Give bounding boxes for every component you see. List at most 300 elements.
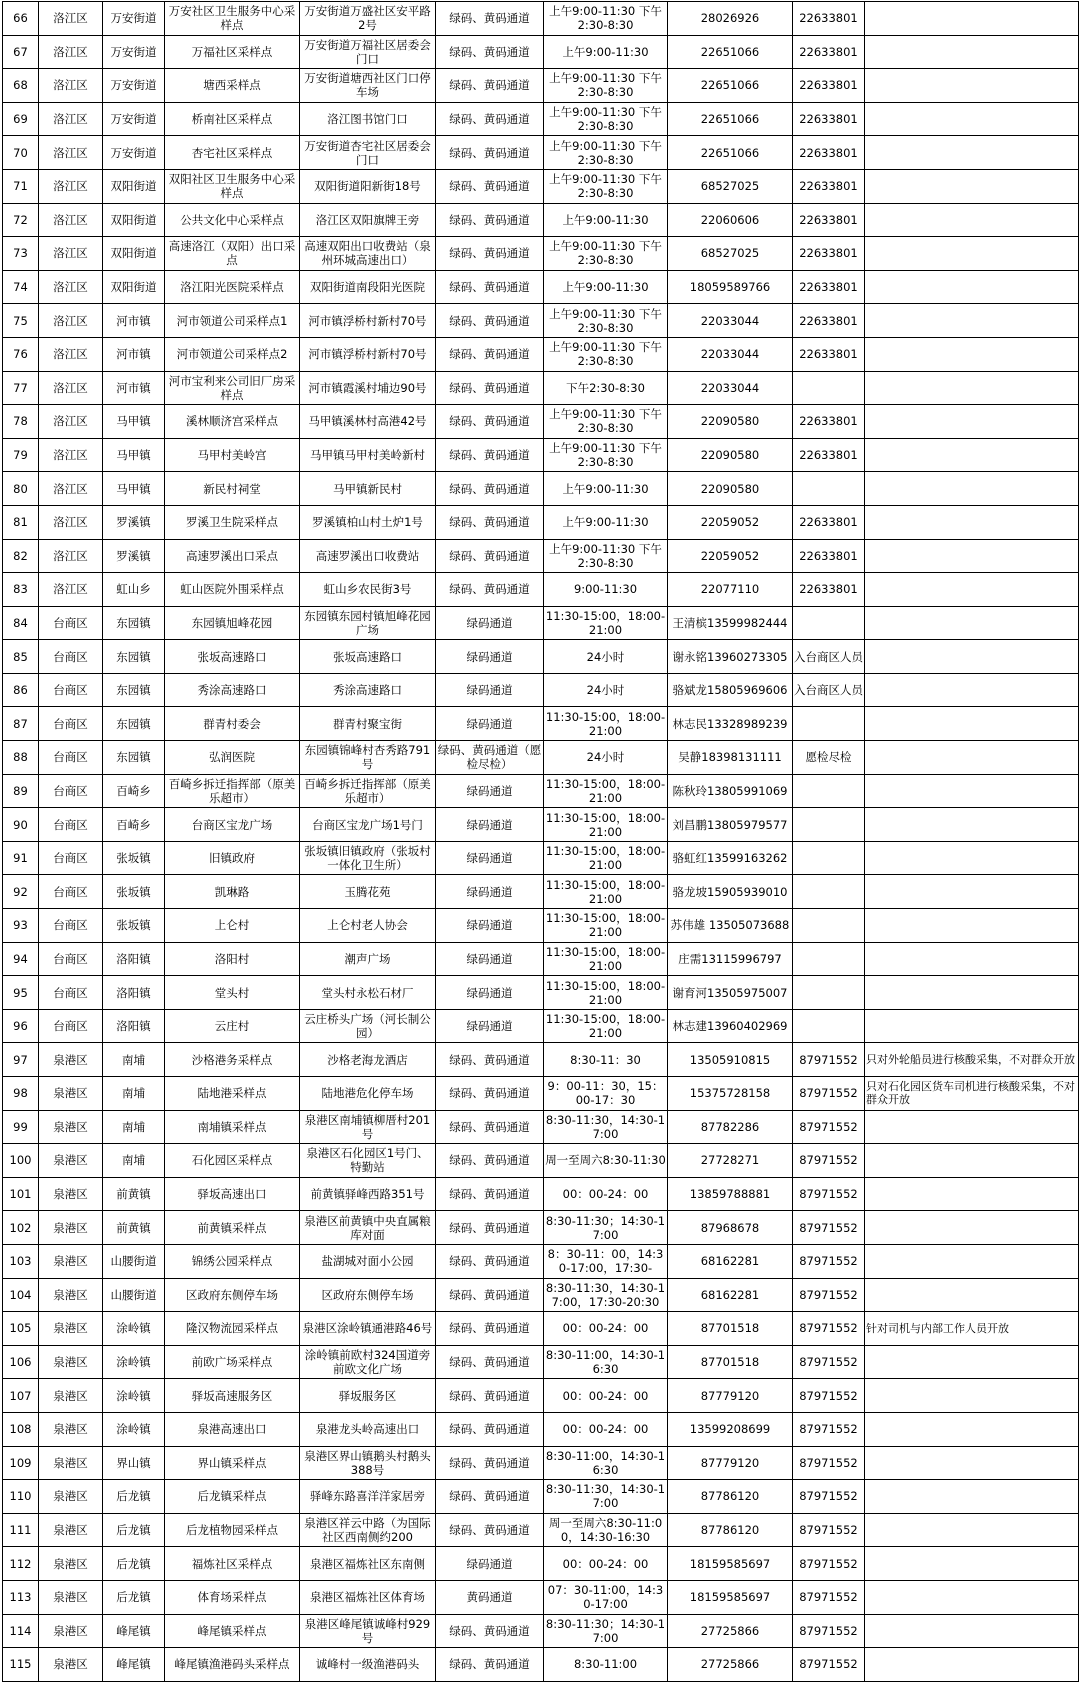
- site-name-cell: 高速洛江（双阳）出口采点: [165, 237, 300, 271]
- town-cell: 东园镇: [103, 640, 165, 674]
- phone-cell: 15375728158: [668, 1077, 793, 1111]
- hotline-cell: 87971552: [793, 1312, 865, 1346]
- channel-cell: 绿码、黄码通道: [436, 1077, 544, 1111]
- row-number-cell: 88: [3, 741, 39, 775]
- hotline-cell: 愿检尽检: [793, 741, 865, 775]
- table-row: [3, 1446, 1079, 1480]
- table-row: [3, 1312, 1079, 1346]
- hours-cell: 上午9:00-11:30 下午2:30-8:30: [544, 136, 668, 170]
- table-row: [3, 1077, 1079, 1111]
- phone-cell: 吴静18398131111: [668, 741, 793, 775]
- town-cell: 张坂镇: [103, 909, 165, 943]
- phone-cell: 87786120: [668, 1480, 793, 1514]
- address-cell: 泉港龙头岭高速出口: [300, 1412, 436, 1446]
- hours-cell: 上午9:00-11:30: [544, 505, 668, 539]
- note-cell: [865, 1244, 1079, 1278]
- address-cell: 高速双阳出口收费站（泉州环城高速出口）: [300, 237, 436, 271]
- hotline-cell: 87971552: [793, 1043, 865, 1077]
- hotline-cell: 87971552: [793, 1580, 865, 1614]
- town-cell: 罗溪镇: [103, 539, 165, 573]
- site-name-cell: 泉港高速出口: [165, 1412, 300, 1446]
- note-cell: [865, 1144, 1079, 1178]
- hours-cell: 11:30-15:00，18:00-21:00: [544, 606, 668, 640]
- row-number-cell: 66: [3, 2, 39, 36]
- hotline-cell: [793, 909, 865, 943]
- hours-cell: 上午9:00-11:30 下午2:30-8:30: [544, 169, 668, 203]
- hours-cell: 8:30-11:30，14:30-17:00，17:30-20:30: [544, 1278, 668, 1312]
- town-cell: 涂岭镇: [103, 1379, 165, 1413]
- channel-cell: 绿码通道: [436, 774, 544, 808]
- district-cell: 洛江区: [39, 304, 103, 338]
- phone-cell: 87701518: [668, 1312, 793, 1346]
- address-cell: 玉腾花苑: [300, 875, 436, 909]
- district-cell: 洛江区: [39, 270, 103, 304]
- town-cell: 罗溪镇: [103, 505, 165, 539]
- site-name-cell: 弘润医院: [165, 741, 300, 775]
- channel-cell: 绿码、黄码通道: [436, 136, 544, 170]
- hotline-cell: [793, 808, 865, 842]
- row-number-cell: 74: [3, 270, 39, 304]
- address-cell: 秀涂高速路口: [300, 673, 436, 707]
- site-name-cell: 河市宝利来公司旧厂房采样点: [165, 371, 300, 405]
- town-cell: 南埔: [103, 1077, 165, 1111]
- phone-cell: 13859788881: [668, 1177, 793, 1211]
- address-cell: 河市镇浮桥村新村70号: [300, 337, 436, 371]
- district-cell: 台商区: [39, 673, 103, 707]
- hotline-cell: 22633801: [793, 102, 865, 136]
- note-cell: [865, 1446, 1079, 1480]
- note-cell: [865, 35, 1079, 69]
- row-number-cell: 96: [3, 1009, 39, 1043]
- channel-cell: 绿码、黄码通道: [436, 2, 544, 36]
- row-number-cell: 69: [3, 102, 39, 136]
- site-name-cell: 万福社区采样点: [165, 35, 300, 69]
- channel-cell: 绿码通道: [436, 808, 544, 842]
- channel-cell: 绿码、黄码通道: [436, 1446, 544, 1480]
- site-name-cell: 驿坂高速服务区: [165, 1379, 300, 1413]
- town-cell: 万安街道: [103, 35, 165, 69]
- hotline-cell: 22633801: [793, 539, 865, 573]
- town-cell: 峰尾镇: [103, 1614, 165, 1648]
- channel-cell: 绿码通道: [436, 606, 544, 640]
- note-cell: [865, 136, 1079, 170]
- hours-cell: 00：00-24：00: [544, 1412, 668, 1446]
- row-number-cell: 105: [3, 1312, 39, 1346]
- channel-cell: 绿码、黄码通道: [436, 1513, 544, 1547]
- channel-cell: 绿码、黄码通道: [436, 1110, 544, 1144]
- hotline-cell: 87971552: [793, 1345, 865, 1379]
- address-cell: 洛江区双阳旗牌王旁: [300, 203, 436, 237]
- town-cell: 后龙镇: [103, 1580, 165, 1614]
- address-cell: 区政府东侧停车场: [300, 1278, 436, 1312]
- hotline-cell: 入台商区人员: [793, 640, 865, 674]
- hours-cell: 上午9:00-11:30 下午2:30-8:30: [544, 539, 668, 573]
- table-row: [3, 35, 1079, 69]
- note-cell: [865, 438, 1079, 472]
- table-row: [3, 976, 1079, 1010]
- row-number-cell: 112: [3, 1547, 39, 1581]
- table-row: [3, 573, 1079, 607]
- channel-cell: 绿码通道: [436, 640, 544, 674]
- site-name-cell: 凯琳路: [165, 875, 300, 909]
- row-number-cell: 73: [3, 237, 39, 271]
- district-cell: 台商区: [39, 909, 103, 943]
- address-cell: 沙格老海龙酒店: [300, 1043, 436, 1077]
- site-name-cell: 云庄村: [165, 1009, 300, 1043]
- hotline-cell: [793, 774, 865, 808]
- address-cell: 东园镇东园村镇旭峰花园广场: [300, 606, 436, 640]
- table-row: [3, 1278, 1079, 1312]
- channel-cell: 绿码通道: [436, 841, 544, 875]
- channel-cell: 绿码通道: [436, 942, 544, 976]
- address-cell: 万安街道万盛社区安平路2号: [300, 2, 436, 36]
- note-cell: [865, 1110, 1079, 1144]
- site-name-cell: 台商区宝龙广场: [165, 808, 300, 842]
- town-cell: 马甲镇: [103, 405, 165, 439]
- district-cell: 泉港区: [39, 1614, 103, 1648]
- channel-cell: 绿码、黄码通道: [436, 337, 544, 371]
- phone-cell: 87786120: [668, 1513, 793, 1547]
- phone-cell: 68527025: [668, 237, 793, 271]
- phone-cell: 庄需13115996797: [668, 942, 793, 976]
- hotline-cell: 87971552: [793, 1547, 865, 1581]
- note-cell: [865, 1379, 1079, 1413]
- address-cell: 洛江图书馆门口: [300, 102, 436, 136]
- hours-cell: 24小时: [544, 741, 668, 775]
- site-name-cell: 福炼社区采样点: [165, 1547, 300, 1581]
- hotline-cell: [793, 472, 865, 506]
- district-cell: 泉港区: [39, 1379, 103, 1413]
- table-row: [3, 136, 1079, 170]
- channel-cell: 绿码、黄码通道: [436, 237, 544, 271]
- hours-cell: 00：00-24：00: [544, 1547, 668, 1581]
- address-cell: 罗溪镇柏山村土炉1号: [300, 505, 436, 539]
- note-cell: [865, 774, 1079, 808]
- site-name-cell: 罗溪卫生院采样点: [165, 505, 300, 539]
- table-row: [3, 1110, 1079, 1144]
- phone-cell: 谢育河13505975007: [668, 976, 793, 1010]
- row-number-cell: 103: [3, 1244, 39, 1278]
- table-row: [3, 203, 1079, 237]
- phone-cell: 87968678: [668, 1211, 793, 1245]
- town-cell: 洛阳镇: [103, 942, 165, 976]
- district-cell: 泉港区: [39, 1077, 103, 1111]
- phone-cell: 27728271: [668, 1144, 793, 1178]
- table-row: [3, 1614, 1079, 1648]
- phone-cell: 骆斌龙15805969606: [668, 673, 793, 707]
- table-row: [3, 673, 1079, 707]
- site-name-cell: 区政府东侧停车场: [165, 1278, 300, 1312]
- town-cell: 双阳街道: [103, 270, 165, 304]
- hours-cell: 24小时: [544, 640, 668, 674]
- address-cell: 前黄镇驿峰西路351号: [300, 1177, 436, 1211]
- row-number-cell: 84: [3, 606, 39, 640]
- site-name-cell: 峰尾镇渔港码头采样点: [165, 1648, 300, 1682]
- site-name-cell: 新民村祠堂: [165, 472, 300, 506]
- hours-cell: 上午9:00-11:30 下午2:30-8:30: [544, 304, 668, 338]
- address-cell: 马甲镇马甲村美岭新村: [300, 438, 436, 472]
- address-cell: 双阳街道阳新街18号: [300, 169, 436, 203]
- hours-cell: 上午9:00-11:30 下午2:30-8:30: [544, 337, 668, 371]
- district-cell: 台商区: [39, 942, 103, 976]
- table-row: [3, 774, 1079, 808]
- note-cell: [865, 505, 1079, 539]
- hotline-cell: 87971552: [793, 1177, 865, 1211]
- table-row: [3, 1480, 1079, 1514]
- site-name-cell: 堂头村: [165, 976, 300, 1010]
- note-cell: [865, 909, 1079, 943]
- site-name-cell: 体育场采样点: [165, 1580, 300, 1614]
- district-cell: 洛江区: [39, 438, 103, 472]
- site-name-cell: 界山镇采样点: [165, 1446, 300, 1480]
- note-cell: [865, 1278, 1079, 1312]
- channel-cell: 绿码通道: [436, 875, 544, 909]
- table-row: [3, 841, 1079, 875]
- hotline-cell: 87971552: [793, 1513, 865, 1547]
- sampling-sites-table: [2, 1, 1079, 1682]
- row-number-cell: 102: [3, 1211, 39, 1245]
- hotline-cell: [793, 976, 865, 1010]
- row-number-cell: 114: [3, 1614, 39, 1648]
- note-cell: [865, 1580, 1079, 1614]
- address-cell: 泉港区峰尾镇诚峰村929号: [300, 1614, 436, 1648]
- channel-cell: 绿码、黄码通道: [436, 169, 544, 203]
- hours-cell: 11:30-15:00，18:00-21:00: [544, 976, 668, 1010]
- hours-cell: 11:30-15:00，18:00-21:00: [544, 841, 668, 875]
- hotline-cell: 87971552: [793, 1480, 865, 1514]
- row-number-cell: 81: [3, 505, 39, 539]
- row-number-cell: 92: [3, 875, 39, 909]
- hotline-cell: [793, 606, 865, 640]
- hotline-cell: 22633801: [793, 2, 865, 36]
- table-row: [3, 1547, 1079, 1581]
- town-cell: 河市镇: [103, 337, 165, 371]
- hotline-cell: 87971552: [793, 1412, 865, 1446]
- district-cell: 泉港区: [39, 1278, 103, 1312]
- address-cell: 驿坂服务区: [300, 1379, 436, 1413]
- table-row: [3, 808, 1079, 842]
- district-cell: 泉港区: [39, 1177, 103, 1211]
- phone-cell: 22651066: [668, 35, 793, 69]
- row-number-cell: 67: [3, 35, 39, 69]
- address-cell: 泉港区福炼社区东南侧: [300, 1547, 436, 1581]
- district-cell: 泉港区: [39, 1446, 103, 1480]
- address-cell: 泉港区涂岭镇通港路46号: [300, 1312, 436, 1346]
- phone-cell: 22651066: [668, 136, 793, 170]
- table-row: [3, 1009, 1079, 1043]
- hours-cell: 9：00-11：30，15：00-17：30: [544, 1077, 668, 1111]
- hotline-cell: 87971552: [793, 1446, 865, 1480]
- row-number-cell: 70: [3, 136, 39, 170]
- table-row: [3, 1580, 1079, 1614]
- channel-cell: 绿码、黄码通道: [436, 1211, 544, 1245]
- table-row: [3, 169, 1079, 203]
- phone-cell: 22060606: [668, 203, 793, 237]
- hours-cell: 00：00-24：00: [544, 1379, 668, 1413]
- phone-cell: 王清槟13599982444: [668, 606, 793, 640]
- town-cell: 百崎乡: [103, 808, 165, 842]
- channel-cell: 绿码、黄码通道: [436, 304, 544, 338]
- site-name-cell: 虹山医院外围采样点: [165, 573, 300, 607]
- town-cell: 后龙镇: [103, 1480, 165, 1514]
- site-name-cell: 杏宅社区采样点: [165, 136, 300, 170]
- note-cell: [865, 2, 1079, 36]
- phone-cell: 87701518: [668, 1345, 793, 1379]
- address-cell: 堂头村永松石材厂: [300, 976, 436, 1010]
- address-cell: 泉港区界山镇鹅头村鹅头388号: [300, 1446, 436, 1480]
- table-row: [3, 337, 1079, 371]
- town-cell: 张坂镇: [103, 875, 165, 909]
- site-name-cell: 沙格港务采样点: [165, 1043, 300, 1077]
- site-name-cell: 溪林顺济宫采样点: [165, 405, 300, 439]
- hours-cell: 8：30-11：00，14:30-17:00，17:30-: [544, 1244, 668, 1278]
- note-cell: [865, 371, 1079, 405]
- channel-cell: 绿码、黄码通道: [436, 371, 544, 405]
- row-number-cell: 98: [3, 1077, 39, 1111]
- address-cell: 泉港区南埔镇柳厝村201号: [300, 1110, 436, 1144]
- row-number-cell: 77: [3, 371, 39, 405]
- town-cell: 界山镇: [103, 1446, 165, 1480]
- row-number-cell: 95: [3, 976, 39, 1010]
- row-number-cell: 71: [3, 169, 39, 203]
- channel-cell: 绿码、黄码通道: [436, 1244, 544, 1278]
- town-cell: 东园镇: [103, 741, 165, 775]
- phone-cell: 22077110: [668, 573, 793, 607]
- phone-cell: 22033044: [668, 371, 793, 405]
- row-number-cell: 108: [3, 1412, 39, 1446]
- site-name-cell: 后龙镇采样点: [165, 1480, 300, 1514]
- table-row: [3, 875, 1079, 909]
- district-cell: 泉港区: [39, 1580, 103, 1614]
- row-number-cell: 107: [3, 1379, 39, 1413]
- hours-cell: 11:30-15:00，18:00-21:00: [544, 1009, 668, 1043]
- district-cell: 台商区: [39, 1009, 103, 1043]
- town-cell: 南埔: [103, 1110, 165, 1144]
- town-cell: 万安街道: [103, 136, 165, 170]
- row-number-cell: 111: [3, 1513, 39, 1547]
- site-name-cell: 洛江阳光医院采样点: [165, 270, 300, 304]
- row-number-cell: 87: [3, 707, 39, 741]
- note-cell: [865, 573, 1079, 607]
- table-row: [3, 405, 1079, 439]
- hotline-cell: 87971552: [793, 1614, 865, 1648]
- row-number-cell: 104: [3, 1278, 39, 1312]
- phone-cell: 22033044: [668, 304, 793, 338]
- note-cell: [865, 1547, 1079, 1581]
- channel-cell: 绿码、黄码通道: [436, 405, 544, 439]
- site-name-cell: 河市领道公司采样点1: [165, 304, 300, 338]
- district-cell: 泉港区: [39, 1244, 103, 1278]
- address-cell: 泉港区前黄镇中央直属粮库对面: [300, 1211, 436, 1245]
- phone-cell: 13599208699: [668, 1412, 793, 1446]
- hotline-cell: 87971552: [793, 1144, 865, 1178]
- channel-cell: 绿码、黄码通道: [436, 1278, 544, 1312]
- phone-cell: 谢永铭13960273305: [668, 640, 793, 674]
- note-cell: [865, 673, 1079, 707]
- table-row: [3, 270, 1079, 304]
- address-cell: 河市镇霞溪村埔边90号: [300, 371, 436, 405]
- channel-cell: 绿码、黄码通道: [436, 1345, 544, 1379]
- row-number-cell: 91: [3, 841, 39, 875]
- phone-cell: 22651066: [668, 69, 793, 103]
- note-cell: [865, 1345, 1079, 1379]
- channel-cell: 绿码通道: [436, 673, 544, 707]
- hours-cell: 8:30-11:00，14:30-16:30: [544, 1345, 668, 1379]
- site-name-cell: 陆地港采样点: [165, 1077, 300, 1111]
- district-cell: 洛江区: [39, 203, 103, 237]
- row-number-cell: 82: [3, 539, 39, 573]
- phone-cell: 苏伟雄 13505073688: [668, 909, 793, 943]
- table-row: [3, 1345, 1079, 1379]
- table-row: [3, 371, 1079, 405]
- hours-cell: 11:30-15:00，18:00-21:00: [544, 808, 668, 842]
- town-cell: 虹山乡: [103, 573, 165, 607]
- town-cell: 万安街道: [103, 69, 165, 103]
- phone-cell: 骆龙坡15905939010: [668, 875, 793, 909]
- district-cell: 台商区: [39, 841, 103, 875]
- phone-cell: 13505910815: [668, 1043, 793, 1077]
- site-name-cell: 南埔镇采样点: [165, 1110, 300, 1144]
- district-cell: 洛江区: [39, 136, 103, 170]
- address-cell: 百崎乡拆迁指挥部（原美乐超市）: [300, 774, 436, 808]
- hours-cell: 上午9:00-11:30: [544, 270, 668, 304]
- district-cell: 泉港区: [39, 1312, 103, 1346]
- site-name-cell: 石化园区采样点: [165, 1144, 300, 1178]
- phone-cell: 22033044: [668, 337, 793, 371]
- site-name-cell: 旧镇政府: [165, 841, 300, 875]
- address-cell: 马甲镇溪林村高港42号: [300, 405, 436, 439]
- note-cell: [865, 169, 1079, 203]
- phone-cell: 28026926: [668, 2, 793, 36]
- row-number-cell: 85: [3, 640, 39, 674]
- site-name-cell: 桥南社区采样点: [165, 102, 300, 136]
- hours-cell: 周一至周六8:30-11:30: [544, 1144, 668, 1178]
- table-body: [3, 2, 1079, 1682]
- site-name-cell: 塘西采样点: [165, 69, 300, 103]
- note-cell: [865, 1009, 1079, 1043]
- row-number-cell: 93: [3, 909, 39, 943]
- town-cell: 涂岭镇: [103, 1312, 165, 1346]
- table-row: [3, 707, 1079, 741]
- hours-cell: 8:30-11:00: [544, 1648, 668, 1682]
- phone-cell: 22090580: [668, 405, 793, 439]
- site-name-cell: 后龙植物园采样点: [165, 1513, 300, 1547]
- hours-cell: 上午9:00-11:30 下午2:30-8:30: [544, 405, 668, 439]
- row-number-cell: 113: [3, 1580, 39, 1614]
- site-name-cell: 前欧广场采样点: [165, 1345, 300, 1379]
- channel-cell: 绿码通道: [436, 976, 544, 1010]
- note-cell: [865, 640, 1079, 674]
- note-cell: [865, 606, 1079, 640]
- phone-cell: 18059589766: [668, 270, 793, 304]
- site-name-cell: 前黄镇采样点: [165, 1211, 300, 1245]
- row-number-cell: 97: [3, 1043, 39, 1077]
- hotline-cell: 22633801: [793, 505, 865, 539]
- phone-cell: 林志建13960402969: [668, 1009, 793, 1043]
- district-cell: 泉港区: [39, 1345, 103, 1379]
- hours-cell: 8:30-11:30；14:30-17:00: [544, 1211, 668, 1245]
- town-cell: 涂岭镇: [103, 1345, 165, 1379]
- table-row: [3, 237, 1079, 271]
- hotline-cell: 入台商区人员: [793, 673, 865, 707]
- table-row: [3, 539, 1079, 573]
- district-cell: 台商区: [39, 606, 103, 640]
- phone-cell: 22059052: [668, 505, 793, 539]
- district-cell: 洛江区: [39, 539, 103, 573]
- hours-cell: 上午9:00-11:30 下午2:30-8:30: [544, 237, 668, 271]
- site-name-cell: 高速罗溪出口采点: [165, 539, 300, 573]
- phone-cell: 68162281: [668, 1244, 793, 1278]
